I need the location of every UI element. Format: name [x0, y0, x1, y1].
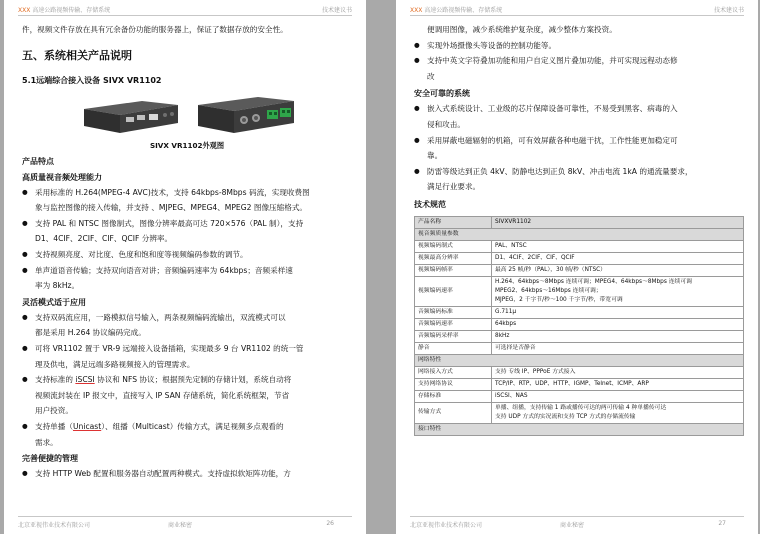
- table-row: 音频编码标准 G.711μ: [415, 306, 744, 318]
- bullet-item: ● 支持单播（Unicast）、组播（Multicast）传输方式，满足视频多点观看的 需求。: [22, 419, 352, 450]
- page-footer: [410, 516, 744, 528]
- header-doc-type: 技术建议书: [321, 7, 352, 14]
- table-row: 视频编码制式 PAL、NTSC: [415, 240, 744, 252]
- bullet-item: ● 支持视频亮度、对比度、色度和饱和度等视频编码参数的调节。: [22, 247, 352, 263]
- page-header: [410, 3, 744, 16]
- table-row: 网络接入方式 支持 专线 IP、PPPoE 方式接入: [415, 366, 744, 378]
- document-page-left: [4, 0, 366, 534]
- bullet-item: ● 支持标准的 iSCSI 协议和 NFS 协议；根据预先定制的存储计划，系统自动将 视频流封装在 IP 报文中，直接写入 IP SAN 存储系统，简化系统框架，节省 用户投资。: [22, 372, 352, 419]
- header-doc-type: 技术建议书: [713, 7, 744, 14]
- bullet-item: ● 支持中英文字符叠加功能和用户自定义图片叠加功能，并可实现远程动态修 改: [414, 53, 744, 84]
- page-footer: [18, 516, 352, 528]
- table-group-row: 接口特性: [415, 423, 744, 435]
- page-number: 27: [718, 520, 726, 527]
- table-row: 视频最高分辨率 D1、4CIF、2CIF、CIF、QCIF: [415, 252, 744, 264]
- table-row: 音频编码采样率 8kHz: [415, 330, 744, 342]
- table-row: 存储标准 iSCSI、NAS: [415, 390, 744, 402]
- table-row: 传输方式 单播、组播，支持传输 1 路或播传可达的两可传输 4 种单播传可达 支持 UDP 方式的实况流和支持 TCP 方式的存储流传输: [415, 402, 744, 423]
- body-text: 件，视频文件存放在具有冗余备份功能的服务器上，保证了数据存放的安全性。: [22, 25, 288, 34]
- spec-table: [414, 216, 744, 436]
- figure-caption: SIVX VR1102外观图: [149, 140, 225, 150]
- footer-company: 北京亚视伟业技术有限公司: [18, 522, 91, 529]
- table-row: 视频编码速率 H.264、64kbps～8Mbps 连续可调；MPEG4、64kbps～8Mbps 连续可调 MPEG2、64kbps～16Mbps 连续可调； MJPEG，2 千字节/秒～100 千字节/秒，带宽可调: [415, 276, 744, 306]
- flexible-mode-heading: 灵活模式适于应用: [22, 297, 86, 307]
- header-prefix: XXX: [18, 7, 31, 14]
- table-row: 静音 可选择是否静音: [415, 342, 744, 354]
- bullet-item: ● 嵌入式系统设计、工业级的芯片保障设备可靠性，不易受到黑客、病毒的入 侵和攻击。: [414, 101, 744, 132]
- device-illustration: [22, 93, 352, 139]
- bullet-item: ● 实现外场摄像头等设备的控制功能等。: [414, 38, 744, 54]
- table-group-row: 视音频质量参数: [415, 228, 744, 240]
- bullet-item: ● 支持 PAL 和 NTSC 图像制式，图像分辨率最高可达 720×576（PAL 制），支持 D1、4CIF、2CIF、CIF、QCIF 分辨率。: [22, 216, 352, 247]
- document-page-right: [396, 0, 758, 534]
- table-row: 音频编码速率 64kbps: [415, 318, 744, 330]
- section-title: 五、系统相关产品说明: [22, 48, 132, 62]
- page-number: 26: [326, 520, 334, 527]
- header-title: 高速公路视频传输、存储系统: [32, 7, 111, 14]
- page-body: [22, 22, 352, 482]
- features-heading: 产品特点: [22, 156, 54, 166]
- table-group-row: 网络特性: [415, 354, 744, 366]
- management-heading: 完善便捷的管理: [22, 454, 78, 464]
- table-row: 支持网络协议 TCP/IP、RTP、UDP、HTTP、IGMP、Telnet、ICMP、ARP: [415, 378, 744, 390]
- bullet-item: ● 单声道语音传输；支持双向语音对讲；音频编码速率为 64kbps；音频采样速 率为 8kHz。: [22, 263, 352, 294]
- footer-company: 北京亚视伟业技术有限公司: [410, 522, 483, 529]
- table-row: 产品名称 SIVXVR1102: [415, 216, 744, 228]
- spec-heading: 技术规范: [414, 199, 446, 209]
- footer-confidential: 商业秘密: [560, 522, 585, 529]
- bullet-item: ● 支持双码流应用，一路模拟信号输入，两条视频编码流输出，双流模式可以 都是采用 H.264 协议编码完成。: [22, 310, 352, 341]
- footer-confidential: 商业秘密: [168, 522, 193, 529]
- bullet-item: ● 支持 HTTP Web 配置和服务器自动配置两种模式。支持虚拟软矩阵功能，方: [22, 466, 352, 482]
- page-body: [414, 22, 744, 436]
- bullet-item: ● 可将 VR1102 置于 VR-9 远端接入设备插箱，实现最多 9 台 VR1102 的统一管 理及供电，满足远端多路视频接入的管理需求。: [22, 341, 352, 372]
- device-photo: [22, 93, 352, 139]
- security-heading: 安全可靠的系统: [414, 89, 470, 99]
- body-text: 便调用图像，减少系统维护复杂度，减少整体方案投资。: [427, 25, 617, 34]
- table-row: 视频编码帧率 最高 25 帧/秒（PAL），30 帧/秒（NTSC）: [415, 264, 744, 276]
- subsection-title: 5.1远端综合接入设备 SIVX VR1102: [22, 75, 162, 85]
- bullet-item: ● 采用标准的 H.264(MPEG-4 AVC)技术，支持 64kbps-8Mbps 码流，实现收费图 象与监控图像的接入传输，并支持 、MJPEG、MPEG4、MPEG2 图像压缩格式。: [22, 185, 352, 216]
- header-title: 高速公路视频传输、存储系统: [424, 7, 503, 14]
- header-prefix: XXX: [410, 7, 423, 14]
- page-header: [18, 3, 352, 16]
- bullet-item: ● 采用屏蔽电磁辐射的机箱，可有效屏蔽各种电磁干扰，工作性能更加稳定可 靠。: [414, 133, 744, 164]
- bullet-item: ● 防雷等级达到正负 4kV、防静电达到正负 8kV、冲击电流 1kA 的通流量要求， 满足行业要求。: [414, 164, 744, 195]
- av-quality-heading: 高质量视音频处理能力: [22, 172, 102, 182]
